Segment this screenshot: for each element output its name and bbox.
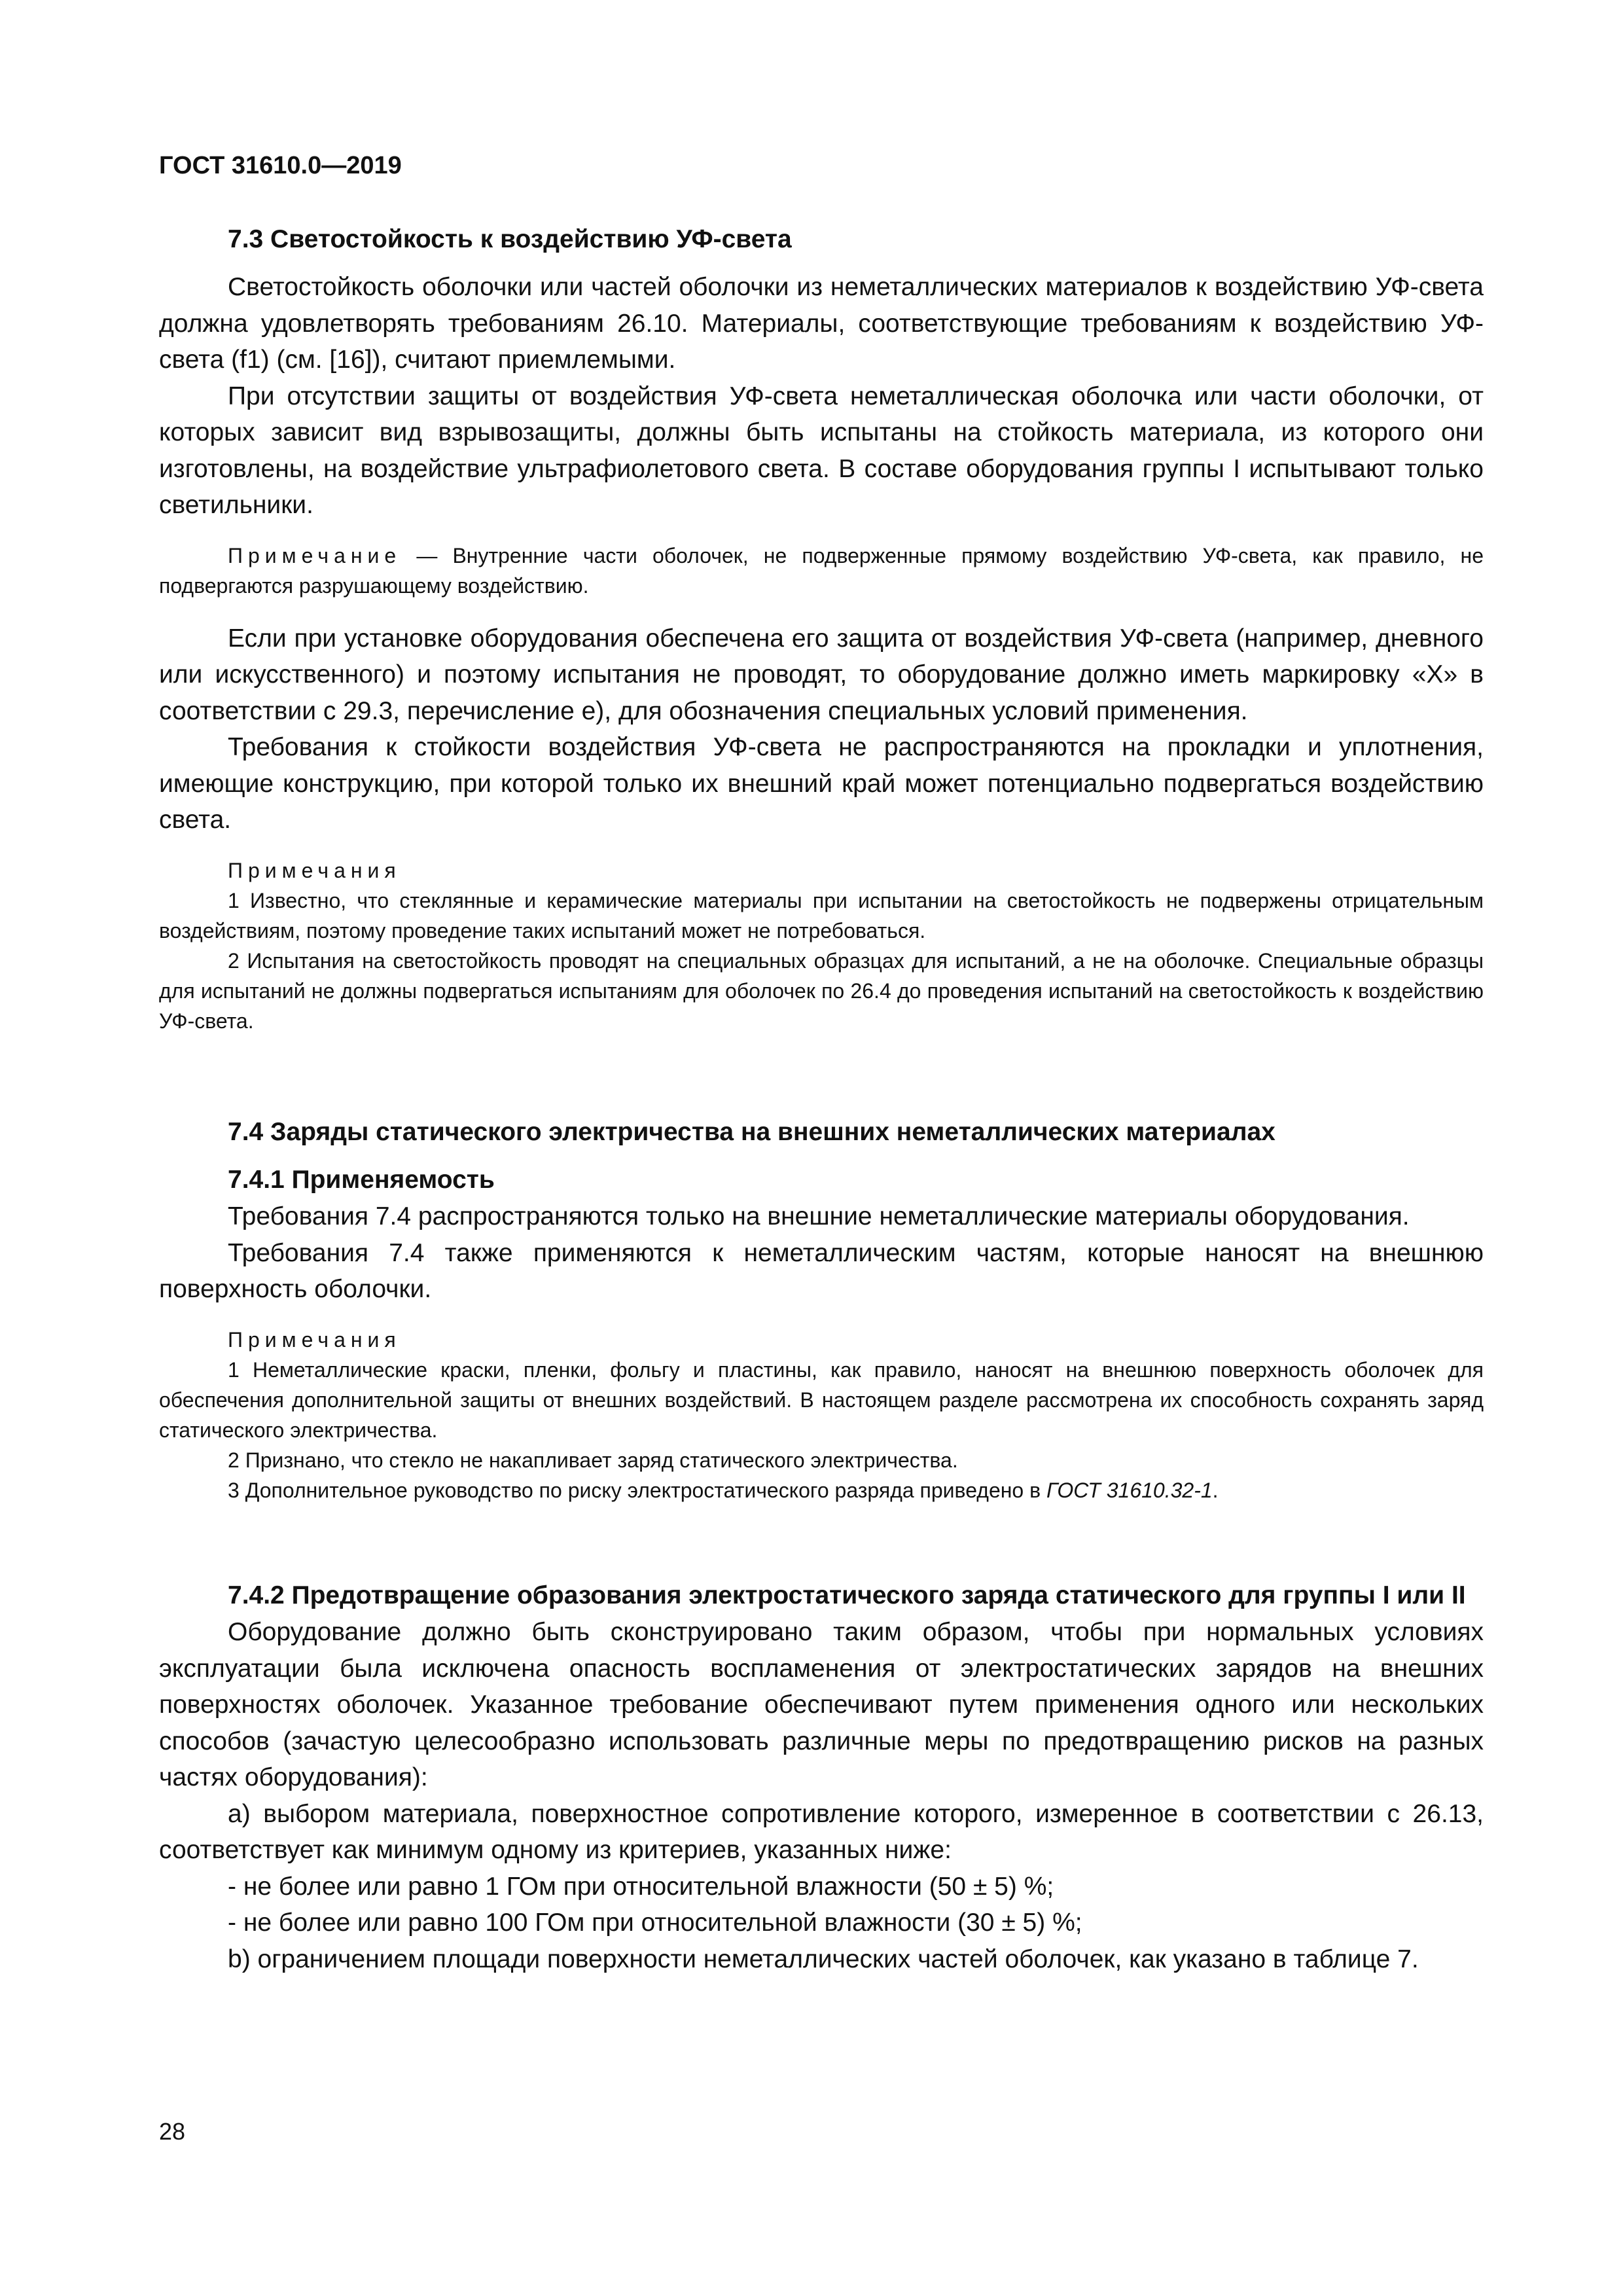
section-7-4 [159, 1114, 1484, 1505]
section-7-3-note-1: 1 Известно, что стеклянные и керамические материалы при испытании на светостойкость не подвержены отрицательным воздействиям, поэтому проведение таких испытаний может не потребоваться. [159, 888, 1484, 942]
section-7-3-paragraph-2: При отсутствии защиты от воздействия УФ-света неметаллическая оболочка или части оболочки, от которых зависит вид взрывозащиты, должны быть испытаны на стойкость материала, из которого они изготовлены, на воздействие ультрафиолетового света. В составе оборудования группы I испытывают только светильники. [159, 382, 1484, 519]
note-text: — Внутренние части оболочек, не подверженные прямому воздействию УФ-света, как правило, не подвергаются разрушающему воздействию. [159, 543, 1484, 598]
section-7-4-2 [159, 1577, 1484, 1977]
standard-reference: ГОСТ 31610.32-1 [1046, 1478, 1213, 1502]
note-label: Примечание [228, 543, 402, 567]
section-7-4-notes-label: Примечания [228, 1327, 401, 1352]
section-7-4-2-title: 7.4.2 Предотвращение образования электростатического заряда статического для группы I или II [228, 1581, 1466, 1609]
section-7-3-paragraph-4: Требования к стойкости воздействия УФ-света не распространяются на прокладки и уплотнения, имеющие конструкцию, при которой только их внешний край может потенциально подвергаться воздействию света. [159, 733, 1484, 834]
document-header: ГОСТ 31610.0—2019 [159, 152, 402, 179]
section-7-3-notes-label: Примечания [228, 858, 401, 882]
section-7-3 [159, 221, 1484, 1036]
section-7-3-title: 7.3 Светостойкость к воздействию УФ-света [228, 225, 792, 253]
section-7-4-1-title: 7.4.1 Применяемость [228, 1166, 495, 1194]
section-7-3-note [159, 541, 1484, 601]
list-item-b: b) ограничением площади поверхности неметаллических частей оболочек, как указано в таблице 7. [228, 1945, 1419, 1973]
criterion-2: - не более или равно 100 ГОм при относительной влажности (30 ± 5) %; [228, 1909, 1082, 1937]
criterion-1: - не более или равно 1 ГОм при относительной влажности (50 ± 5) %; [228, 1872, 1054, 1901]
section-7-4-note-3: 3 Дополнительное руководство по риску электростатического разряда приведено в ГОСТ 31610.32-1. [228, 1478, 1219, 1502]
section-7-3-note-2: 2 Испытания на светостойкость проводят на специальных образцах для испытаний, а не на оболочке. Специальные образцы для испытаний не должны подвергаться испытаниям для оболочек по 26.4 до проведения испытаний на светостойкость к воздействию УФ-света. [159, 948, 1484, 1033]
section-7-4-1-paragraph-2: Требования 7.4 также применяются к неметаллическим частям, которые наносят на внешнюю поверхность оболочки. [159, 1238, 1484, 1303]
list-item-a: а) выбором материала, поверхностное сопротивление которого, измеренное в соответствии с 26.13, соответствует как минимум одному из критериев, указанных ниже: [159, 1799, 1484, 1864]
section-7-4-title: 7.4 Заряды статического электричества на внешних неметаллических материалах [228, 1118, 1275, 1146]
section-7-4-1-paragraph-1: Требования 7.4 распространяются только на внешние неметаллические материалы оборудования. [228, 1202, 1410, 1230]
page-number: 28 [159, 2118, 186, 2145]
section-7-4-note-2: 2 Признано, что стекло не накапливает заряд статического электричества. [228, 1448, 958, 1472]
section-7-4-note-1: 1 Неметаллические краски, пленки, фольгу и пластины, как правило, наносят на внешнюю поверхность оболочек для обеспечения дополнительной защиты от внешних воздействий. В настоящем разделе рассмотрена их способность сохранять заряд статического электричества. [159, 1357, 1484, 1442]
section-7-4-2-paragraph-1: Оборудование должно быть сконструировано таким образом, чтобы при нормальных условиях эксплуатации была исключена опасность воспламенения от электростатических зарядов на внешних поверхностях оболочек. Указанное требование обеспечивают путем применения одного или нескольких способов (зачастую целесообразно использовать различные меры по предотвращению рисков на разных частях оборудования): [159, 1618, 1484, 1791]
section-7-3-paragraph-1: Светостойкость оболочки или частей оболочки из неметаллических материалов к воздействию УФ-света должна удовлетворять требованиям 26.10. Материалы, соответствующие требованиям к воздействию УФ-света (f1) (см. [16]), считают приемлемыми. [159, 273, 1484, 374]
section-7-3-paragraph-3: Если при установке оборудования обеспечена его защита от воздействия УФ-света (например, дневного или искусственного) и поэтому испытания не проводят, то оборудование должно иметь маркировку «X» в соответствии с 29.3, перечисление e), для обозначения специальных условий применения. [159, 624, 1484, 725]
